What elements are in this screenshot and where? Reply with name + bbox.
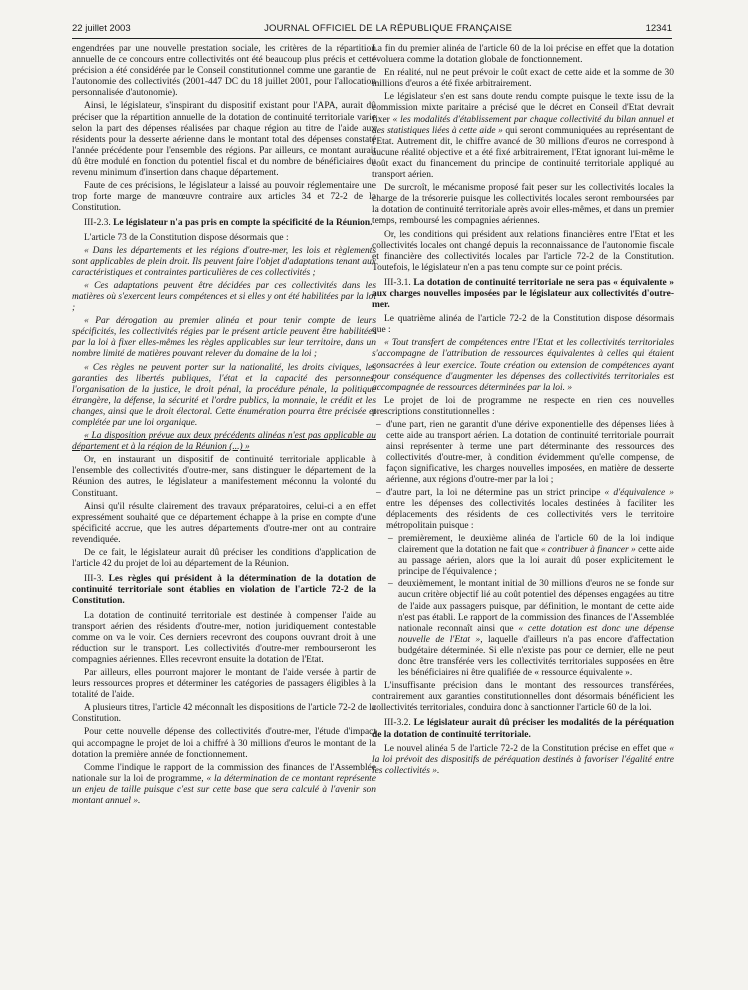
paragraph: De ce fait, le législateur aurait dû préciser les conditions d'application de l'article 42 du projet de loi au département de la Réunion. bbox=[72, 548, 376, 570]
paragraph: La fin du premier alinéa de l'article 60 de la loi précise en effet que la dotation évoluera comme la dotation globale de fonctionnement. bbox=[372, 44, 674, 66]
paragraph: A plusieurs titres, l'article 42 méconnaît les dispositions de l'article 72-2 de la Constitution. bbox=[72, 703, 376, 725]
quotation: « la détermination de ce montant représente un enjeu de taille puisque c'est sur cette base que sera calculé à l'avenir son montant annuel ». bbox=[72, 773, 376, 806]
quotation: « la loi prévoit des dispositifs de péréquation destinés à favoriser l'égalité entre les collectivités ». bbox=[372, 743, 674, 776]
text-run: cette aide au passage aérien, alors que la loi aurait dû poser explicitement le principe de l'équivalence ; bbox=[398, 545, 674, 578]
paragraph: De surcroît, le mécanisme proposé fait peser sur les collectivités locales la charge de la trésorerie puisque les collectivités locales seront remboursées par la dotation de continuité territoriale après avoir elles-mêmes, et dans un premier temps, remboursé les compagnies aériennes. bbox=[372, 183, 674, 227]
right-column bbox=[372, 44, 674, 984]
list-item: – d'une part, rien ne garantit d'une dérive exponentielle des dépenses liées à cette aide au transport aérien. La dotation de continuité territoriale pourrait ainsi représenter à terme une part déterminante des ressources des collectivités d'outre-mer, à condition évidemment qu'elle compense, de façon significative, les charges nouvelles imposées, en matière de desserte aérienne, aux régions d'outre-mer par la loi ; bbox=[372, 420, 674, 487]
section-title: La dotation de continuité territoriale ne sera pas « équivalente » aux charges nouvelles imposées par le législateur aux collectivités d'outre-mer. bbox=[372, 277, 674, 311]
paragraph: Ainsi qu'il résulte clairement des travaux préparatoires, celui-ci a en effet expressément souhaité que ce département échappe à la prise en compte d'une spécificité accrue, que les autres départements d'outre-mer ont au contraire revendiquée. bbox=[72, 501, 376, 545]
paragraph bbox=[372, 744, 674, 777]
paragraph bbox=[372, 92, 674, 181]
paragraph bbox=[72, 763, 376, 807]
text-run: qui seront communiquées au représentant de l'Etat. Autrement dit, le chiffre avancé de 30 millions d'euros ne correspond à aucune réalité objective et a été fixé arbitrairement, l'Etat ignorant lui-même le coût exact du financement du principe de continuité territoriale appliqué au transport aérien. bbox=[372, 125, 674, 181]
quotation: « Ces règles ne peuvent porter sur la nationalité, les droits civiques, les garanties des libertés publiques, l'état et la capacité des personnes, l'organisation de la justice, le droit pénal, la procédure pénale, la politique étrangère, la défense, la sécurité et l'ordre publics, la monnaie, le crédit et les changes, ainsi que le droit électoral. Cette énumération pourra être précisée et complétée par une loi organique. bbox=[72, 362, 376, 428]
section-heading bbox=[372, 278, 674, 311]
paragraph: Or, les conditions qui président aux relations financières entre l'Etat et les collectivités locales ont changé depuis la reconnaissance de l'autonomie fiscale et financière des collectivités locales par l'article 72-2 de la Constitution. Toutefois, le législateur n'en a pas tenu compte sur ce point précis. bbox=[372, 229, 674, 273]
text-run: premièrement, le deuxième alinéa de l'article 60 de la loi indique clairement que la dotation ne fait que bbox=[398, 533, 674, 556]
journal-title: JOURNAL OFFICIEL DE LA RÉPUBLIQUE FRANÇAISE bbox=[264, 22, 513, 34]
section-number: III-2.3. bbox=[84, 218, 111, 229]
quotation: « d'équivalence » bbox=[604, 487, 674, 498]
header-rule bbox=[72, 38, 672, 39]
section-title: Le législateur aurait dû préciser les modalités de la péréquation de la dotation de continuité territoriale. bbox=[372, 718, 674, 740]
text-run: deuxièmement, le montant initial de 30 millions d'euros ne se fonde sur aucun critère objectif lié au coût potentiel des dépenses engagées au titre de l'aide aux passagers puisque, par définition, le montant de cette aide n'est pas établi. Le rapport de la commission des finances de l'Assemblée nationale reconnaît ainsi que bbox=[398, 579, 674, 634]
quotation: « contribuer à financer » bbox=[540, 545, 636, 556]
quotation: « Par dérogation au premier alinéa et pour tenir compte de leurs spécificités, les collectivités régies par le présent article peuvent être habilitées par la loi à fixer elles-mêmes les règles applicables sur leur territoire, dans un nombre limité de matières pouvant relever du domaine de la loi ; bbox=[72, 316, 376, 360]
section-title: Les règles qui président à la détermination de la dotation de continuité territoriale sont établies en violation de l'article 72-2 de la Constitution. bbox=[72, 574, 376, 607]
text-run: Comme l'indique le rapport de la commission des finances de l'Assemblée nationale sur la loi de programme, bbox=[72, 762, 376, 784]
text-run: Le nouvel alinéa 5 de l'article 72-2 de la Constitution précise en effet que bbox=[384, 743, 670, 754]
quotation: « La disposition prévue aux deux précédents alinéas n'est pas applicable au département et à la région de la Réunion (...) » bbox=[72, 431, 376, 453]
header-date: 22 juillet 2003 bbox=[72, 22, 131, 34]
quotation: « cette dotation est donc une dépense nouvelle de l'Etat » bbox=[398, 623, 674, 645]
page-header bbox=[72, 18, 672, 38]
list-item bbox=[372, 579, 674, 679]
paragraph: La dotation de continuité territoriale est destinée à compenser l'aide au transport aérien des résidents d'outre-mer, notion juridiquement contestable comme on va le voir. Ces derniers recevront des coupons ouvrant droit à une réduction sur le transport. Les collectivités d'outre-mer rembourseront les compagnies aériennes. Elles recevront ensuite la dotation de l'Etat. bbox=[72, 610, 376, 665]
section-number: III-3.2. bbox=[384, 718, 411, 729]
quotation: « Ces adaptations peuvent être décidées par ces collectivités dans les matières où s'exercent leurs compétences et si elles y ont été habilitées par la loi ; bbox=[72, 280, 376, 314]
paragraph: Par ailleurs, elles pourront majorer le montant de l'aide versée à partir de leurs ressources propres et déterminer les catégories de passagers éligibles à la totalité de l'aide. bbox=[72, 667, 376, 701]
quotation: « Tout transfert de compétences entre l'Etat et les collectivités territoriales s'accompagne de l'attribution de ressources équivalentes à celles qui étaient consacrées à leur exercice. Toute création ou extension de compétences ayant pour conséquence d'augmenter les dépenses des collectivités territoriales est accompagnée de ressources déterminées par la loi. » bbox=[372, 338, 674, 393]
quotation: « Dans les départements et les régions d'outre-mer, les lois et règlements sont applicables de plein droit. Ils peuvent faire l'objet d'adaptations tenant aux caractéristiques et contraintes particulières de ces collectivités ; bbox=[72, 245, 376, 278]
dash-sublist bbox=[372, 534, 674, 679]
section-heading bbox=[372, 718, 674, 740]
left-column bbox=[72, 44, 376, 984]
section-heading bbox=[72, 574, 376, 607]
text-run: d'autre part, la loi ne détermine pas un strict principe bbox=[386, 487, 605, 498]
paragraph: Pour cette nouvelle dépense des collectivités d'outre-mer, l'étude d'impact qui accompagne le projet de loi a chiffré à 30 millions d'euros le montant de la dotation la première année de fonctionnement. bbox=[72, 727, 376, 760]
text-run: entre les dépenses des collectivités locales destinées à faciliter les déplacements des résidents de ces collectivités vers le territoire métropolitain puisque : bbox=[386, 498, 674, 531]
quotation: « les modalités d'établissement par chaque collectivité du bilan annuel et des statistiques liées à cette aide » bbox=[372, 114, 674, 136]
paragraph: L'insuffisante précision dans le montant des ressources transférées, contrairement aux garanties constitutionnelles dont désormais bénéficient les collectivités territoriales, conduira donc à sanctionner l'article 60 de la loi. bbox=[372, 681, 674, 714]
text-run: Le législateur s'en est sans doute rendu compte puisque le texte issu de la commission mixte paritaire a précisé que le décret en Conseil d'Etat devrait fixer bbox=[372, 92, 674, 125]
paragraph: Le projet de loi de programme ne respecte en rien ces nouvelles prescriptions constitutionnelles : bbox=[372, 395, 674, 417]
paragraph: Le quatrième alinéa de l'article 72-2 de la Constitution dispose désormais que : bbox=[372, 314, 674, 336]
paragraph: Faute de ces précisions, le législateur a laissé au pouvoir réglementaire une trop forte marge de manœuvre contraire aux articles 34 et 72-2 de la Constitution. bbox=[72, 181, 376, 214]
section-title: Le législateur n'a pas pris en compte la spécificité de la Réunion. bbox=[113, 218, 373, 229]
paragraph: Ainsi, le législateur, s'inspirant du dispositif existant pour l'APA, aurait dû préciser que la répartition annuelle de la dotation de continuité territoriale varie selon la part des dépenses réalisées par chaque région au titre de l'aide aux résidents pour la desserte aérienne dans le montant total des dépenses constaté l'année précédente pour l'ensemble des régions. Par ailleurs, ce montant aurait dû être modulé en fonction du potentiel fiscal et du nombre de bénéficiaires du revenu minimum d'insertion dans chaque département. bbox=[72, 101, 376, 179]
list-item bbox=[372, 534, 674, 578]
page-number: 12341 bbox=[645, 22, 672, 34]
list-item bbox=[372, 488, 674, 532]
section-number: III-3.1. bbox=[384, 277, 411, 288]
section-heading bbox=[72, 218, 376, 229]
paragraph: engendrées par une nouvelle prestation sociale, les critères de la répartition annuelle de ce concours entre collectivités ont été beaucoup plus précis et cette précision a été considérée par le Conseil constitutionnel comme une garantie de l'autonomie des collectivités (2001-447 DC du 18 juillet 2001, pour l'allocation personnalisée d'autonomie). bbox=[72, 44, 376, 99]
paragraph: En réalité, nul ne peut prévoir le coût exact de cette aide et la somme de 30 millions d'euros a été fixée arbitrairement. bbox=[372, 68, 674, 90]
section-number: III-3. bbox=[84, 574, 104, 585]
paragraph: Or, en instaurant un dispositif de continuité territoriale applicable à l'ensemble des collectivités d'outre-mer, sans distinguer le département de la Réunion des autres, le législateur a manifestement méconnu la volonté du Constituant. bbox=[72, 455, 376, 499]
dash-list bbox=[372, 420, 674, 532]
text-run: , laquelle d'ailleurs n'a pas encore d'affectation budgétaire déterminée. Si elle n'existe pas pour ce dernier, elle ne peut donc être transférée vers les collectivités territoriales supposées en être les bénéficiaires ni être qualifiée de « ressource équivalente ». bbox=[398, 634, 674, 679]
paragraph: L'article 73 de la Constitution dispose désormais que : bbox=[84, 232, 289, 243]
